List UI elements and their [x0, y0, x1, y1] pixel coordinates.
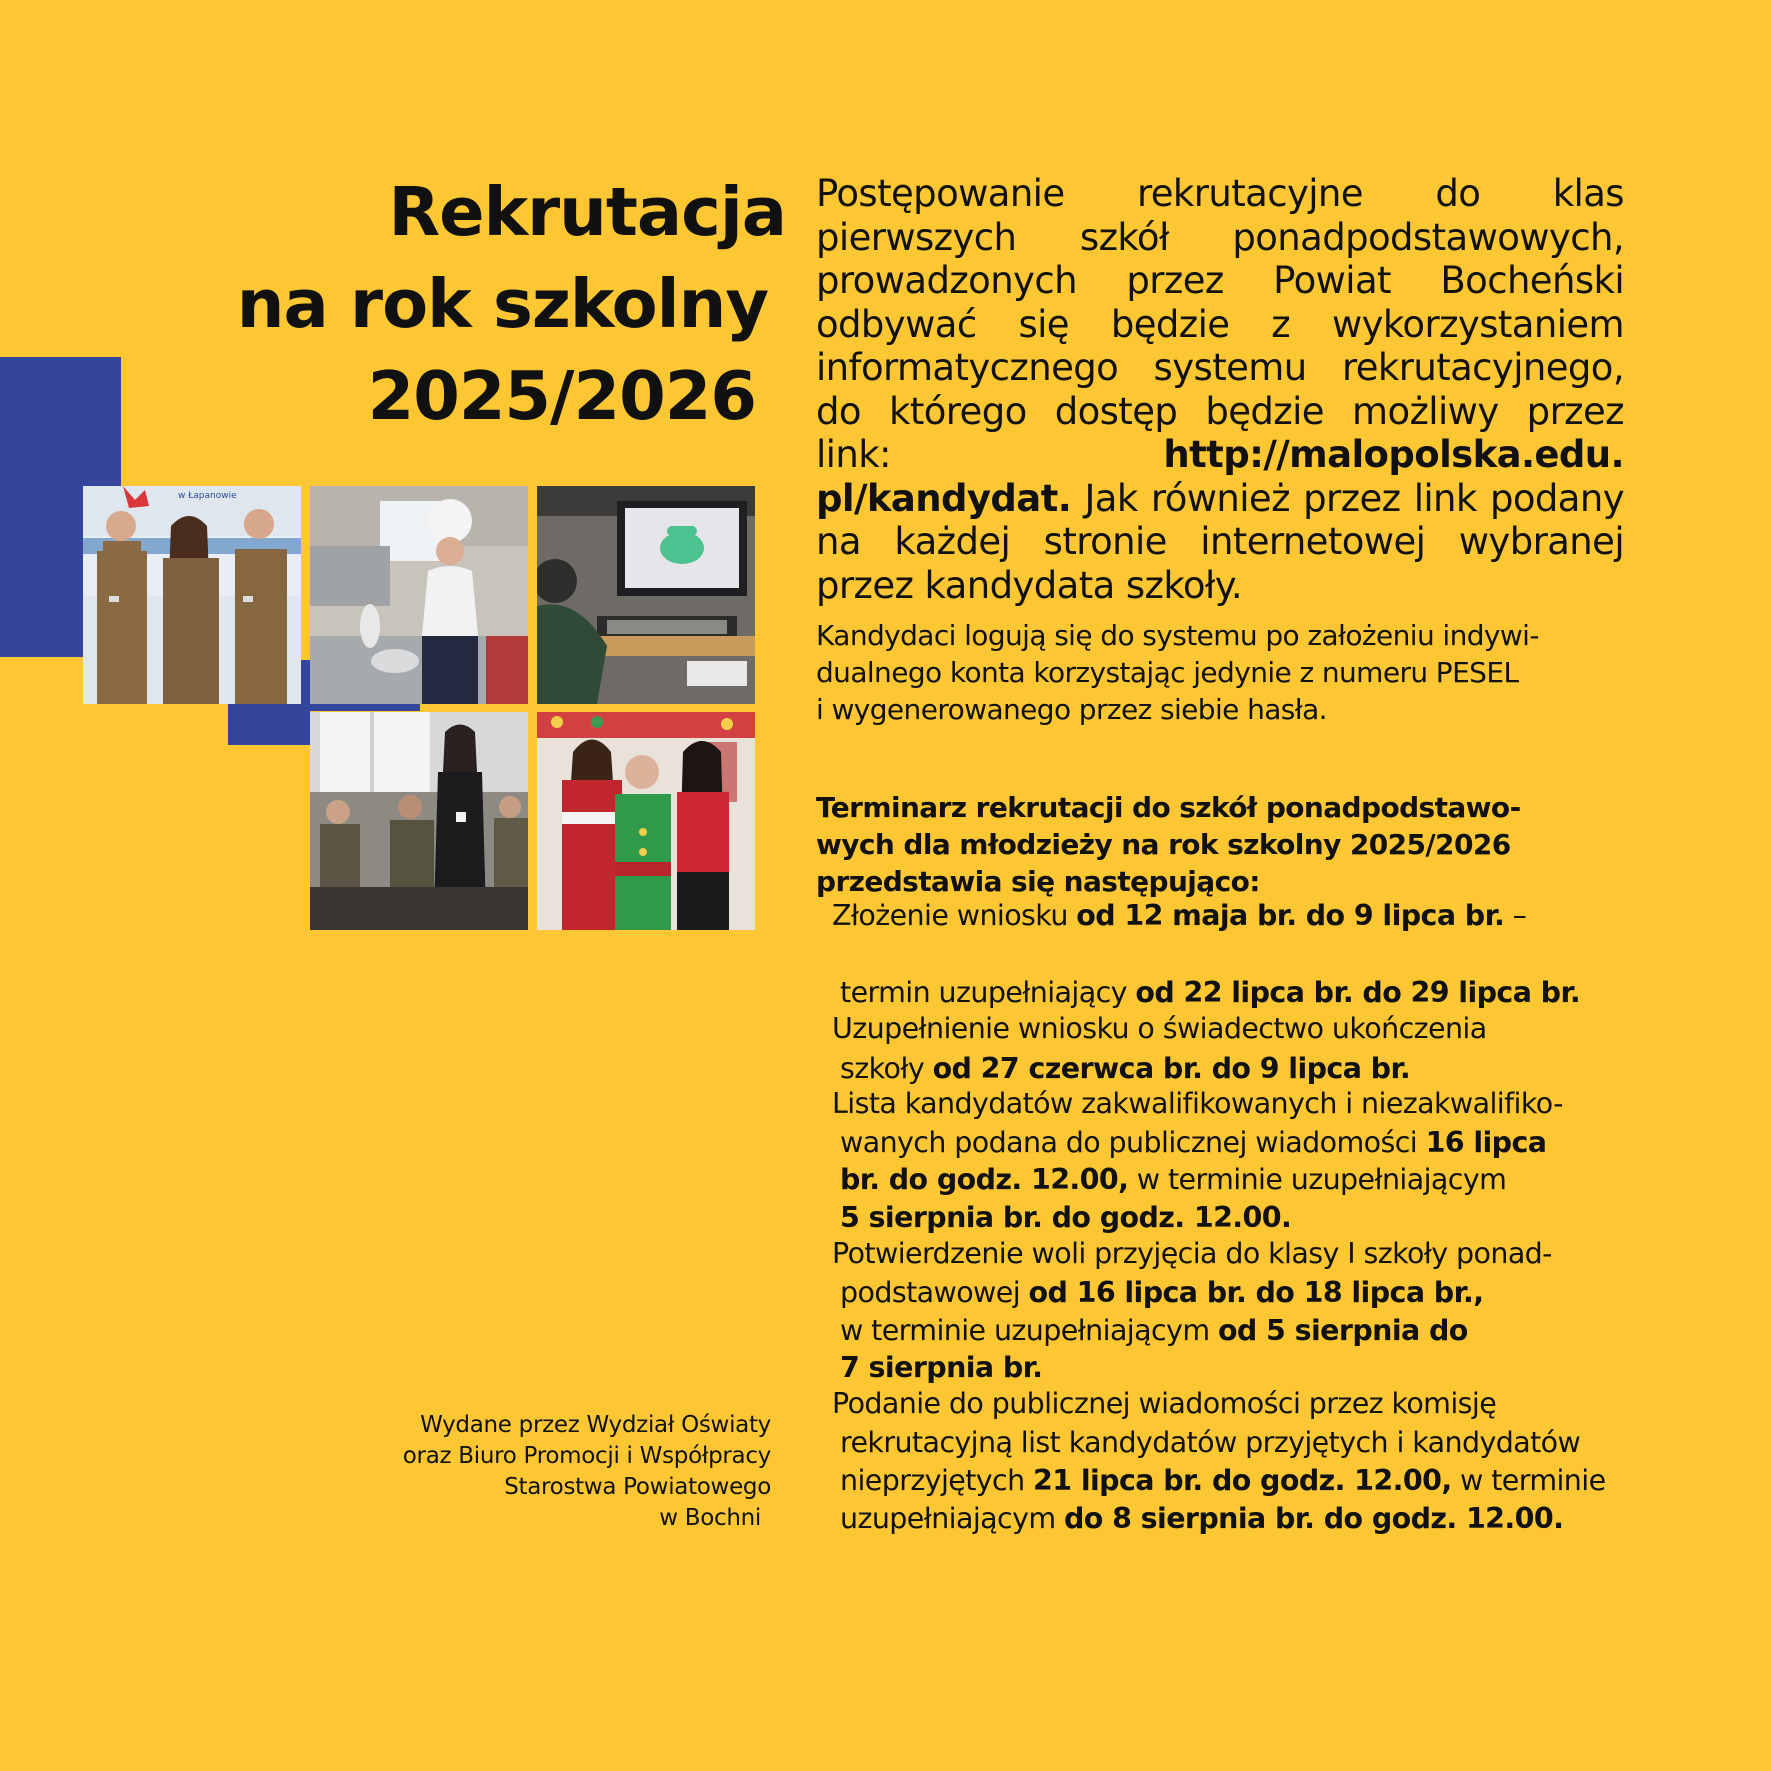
schedule-heading-line1: Terminarz rekrutacji do szkół ponadpodstawo- [816, 791, 1521, 824]
intro-text: Postępowanie rekrutacyjne do klas pierwszych szkół ponadpodstawowych, prowadzonych przez Powiat Bocheński odbywać się będzie z wykorzystaniem informatycznego systemu rekrutacyjnego, do którego dostęp będzie możliwy przez link: [816, 172, 1624, 476]
item-date: 21 lipca br. do godz. 12.00, [1033, 1464, 1452, 1497]
photo-classroom [310, 712, 528, 930]
title-line3: 2025/2026 [367, 357, 756, 435]
schedule-item-confirmation [832, 1235, 1552, 1272]
schedule-item-confirmation-cont3 [840, 1349, 1042, 1386]
item-date: br. do godz. 12.00, [840, 1163, 1129, 1196]
schedule-item-confirmation-cont2 [840, 1312, 1468, 1349]
item-date: 5 sierpnia br. do godz. 12.00. [840, 1201, 1292, 1234]
login-line3: i wygenerowanego przez siebie hasła. [816, 693, 1327, 726]
item-text: w terminie uzupełniającym [1128, 1163, 1507, 1196]
footer-line2: oraz Biuro Promocji i Współpracy [402, 1443, 771, 1469]
item-text: w terminie [1451, 1464, 1606, 1497]
item-date: 16 lipca [1425, 1126, 1547, 1159]
footer-line4: w Bochni [659, 1505, 761, 1531]
kandydat-link[interactable]: http://malopolska.edu. pl/kandydat. [816, 433, 1624, 520]
schedule-item-list-cont [840, 1124, 1546, 1161]
item-text: uzupełniającym [840, 1502, 1064, 1535]
schedule-item-publication [832, 1385, 1496, 1422]
photo-computer-student [537, 486, 755, 704]
item-text: podstawowej [840, 1276, 1029, 1309]
schedule-heading-line3: przedstawia się następująco: [816, 865, 1260, 898]
schedule-item-list-cont2 [840, 1161, 1506, 1198]
item-date: od 12 maja br. do 9 lipca br. [1076, 899, 1505, 932]
item-text: wanych podana do publicznej wiadomości [840, 1126, 1426, 1159]
title-line1: Rekrutacja [388, 173, 786, 251]
schedule-item-list [832, 1085, 1563, 1122]
photo-christmas-students [537, 712, 755, 930]
login-info [816, 617, 1636, 728]
item-dash: – [1504, 899, 1527, 932]
page-title [166, 166, 786, 442]
schedule-item-confirmation-cont [840, 1274, 1483, 1311]
title-line2: na rok szkolny [236, 265, 768, 343]
item-text: nieprzyjętych [840, 1464, 1034, 1497]
item-text: Złożenie wniosku [832, 899, 1077, 932]
item-text: rekrutacyjną list kandydatów przyjętych i kandydatów [840, 1426, 1581, 1459]
item-text: termin uzupełniający [840, 976, 1136, 1009]
item-date: od 5 sierpnia do [1217, 1314, 1468, 1347]
item-text: Lista kandydatów zakwalifikowanych i niezakwalifiko- [832, 1087, 1563, 1120]
item-date: od 27 czerwca br. do 9 lipca br. [932, 1052, 1411, 1085]
schedule-item-publication-cont [840, 1424, 1580, 1461]
photo-cooking-student [310, 486, 528, 704]
item-text: Potwierdzenie woli przyjęcia do klasy I szkoły ponad- [832, 1237, 1552, 1270]
school-sign: w Łapanowie [178, 491, 237, 501]
publisher-footer [403, 1410, 771, 1534]
footer-line3: Starostwa Powiatowego [504, 1474, 771, 1500]
intro-text-end: Jak również przez link podany na każdej stronie internetowej wybranej przez kandydata szkoły. [816, 476, 1624, 607]
footer-line1: Wydane przez Wydział Oświaty [420, 1412, 771, 1438]
item-date: 7 sierpnia br. [840, 1351, 1043, 1384]
schedule-item-supplementary [840, 974, 1580, 1011]
login-line2: dualnego konta korzystając jedynie z numeru PESEL [816, 656, 1519, 689]
schedule-heading-line2: wych dla młodzieży na rok szkolny 2025/2026 [816, 828, 1511, 861]
schedule-item-publication-cont2 [840, 1462, 1606, 1499]
item-text: szkoły [840, 1052, 933, 1085]
item-date: od 22 lipca br. do 29 lipca br. [1135, 976, 1581, 1009]
schedule-item-certificate [832, 1010, 1487, 1047]
intro-paragraph [816, 172, 1624, 607]
login-line1: Kandydaci logują się do systemu po założeniu indywi- [816, 619, 1539, 652]
schedule-item-publication-cont3 [840, 1500, 1563, 1537]
item-text: w terminie uzupełniającym [840, 1314, 1218, 1347]
schedule-item-list-cont3 [840, 1199, 1291, 1236]
photo-uniformed-students [83, 486, 301, 704]
schedule-heading [816, 789, 1636, 900]
schedule-item-application [832, 897, 1526, 934]
item-date: od 16 lipca br. do 18 lipca br., [1028, 1276, 1484, 1309]
schedule-item-certificate-cont [840, 1050, 1410, 1087]
item-text: Uzupełnienie wniosku o świadectwo ukończenia [832, 1012, 1487, 1045]
item-date: do 8 sierpnia br. do godz. 12.00. [1064, 1502, 1564, 1535]
item-text: Podanie do publicznej wiadomości przez komisję [832, 1387, 1497, 1420]
